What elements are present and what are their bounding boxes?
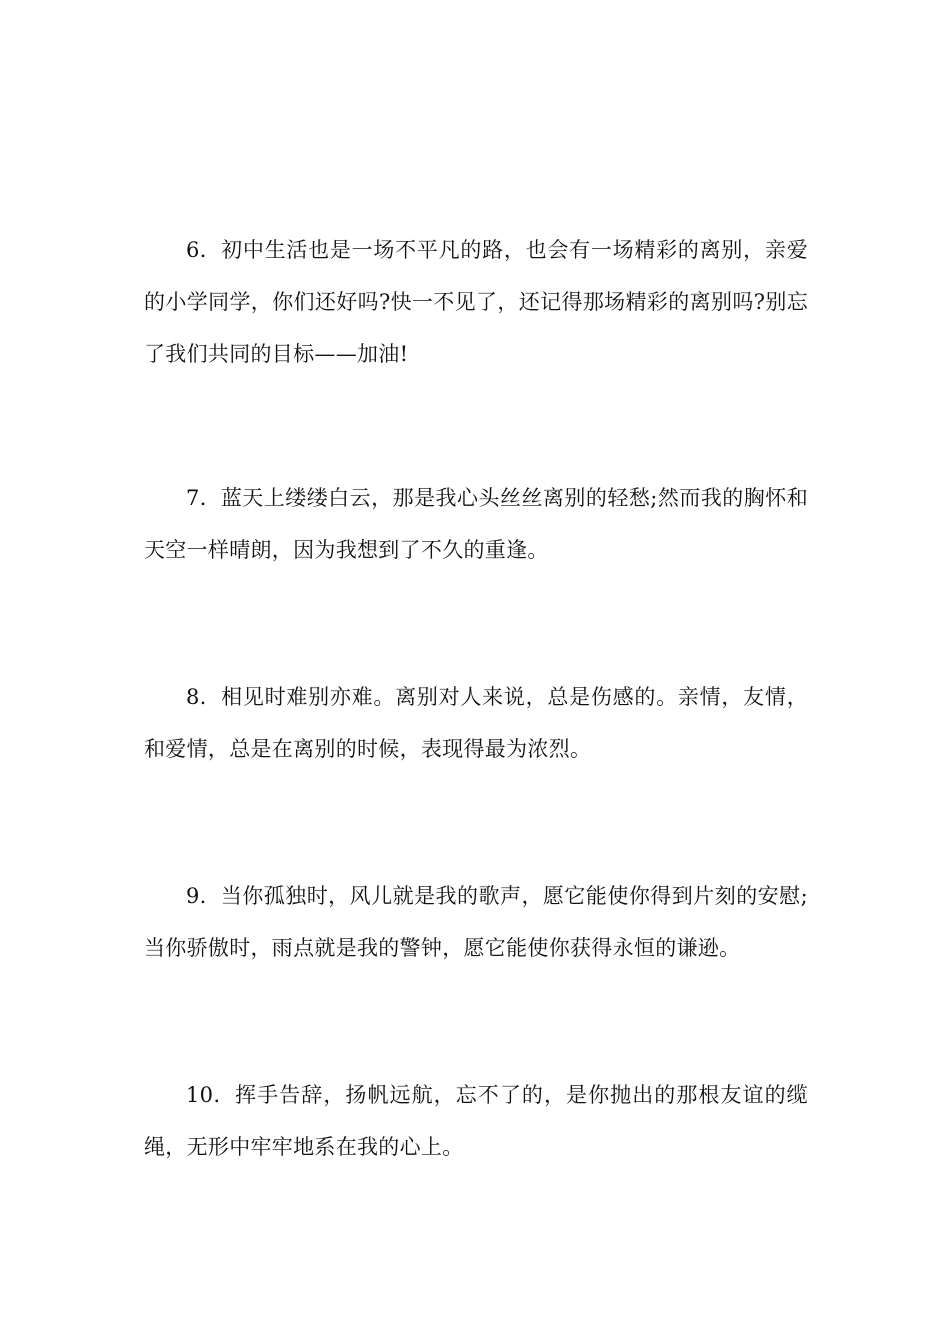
paragraph-number: 6. (186, 238, 207, 262)
paragraph-6 (144, 224, 808, 380)
paragraph-9 (144, 870, 808, 974)
paragraph-number: 10. (186, 1083, 221, 1107)
paragraph-number: 7. (186, 486, 207, 510)
paragraph-8 (144, 671, 808, 775)
paragraph-number: 9. (186, 884, 207, 908)
paragraph-text: 当你孤独时，风儿就是我的歌声，愿它能使你得到片刻的安慰;当你骄傲时，雨点就是我的警钟，愿它能使你获得永恒的谦逊。 (144, 884, 808, 960)
paragraph-10 (144, 1069, 808, 1173)
paragraph-number: 8. (186, 685, 207, 709)
paragraph-text: 蓝天上缕缕白云，那是我心头丝丝离别的轻愁;然而我的胸怀和天空一样晴朗，因为我想到了不久的重逢。 (144, 486, 808, 562)
paragraph-text: 挥手告辞，扬帆远航，忘不了的，是你抛出的那根友谊的缆绳，无形中牢牢地系在我的心上。 (144, 1083, 808, 1159)
paragraph-7 (144, 472, 808, 576)
paragraph-text: 初中生活也是一场不平凡的路，也会有一场精彩的离别，亲爱的小学同学，你们还好吗?快一不见了，还记得那场精彩的离别吗?别忘了我们共同的目标——加油! (144, 238, 808, 366)
paragraph-text: 相见时难别亦难。离别对人来说，总是伤感的。亲情，友情，和爱情，总是在离别的时候，表现得最为浓烈。 (144, 685, 808, 761)
